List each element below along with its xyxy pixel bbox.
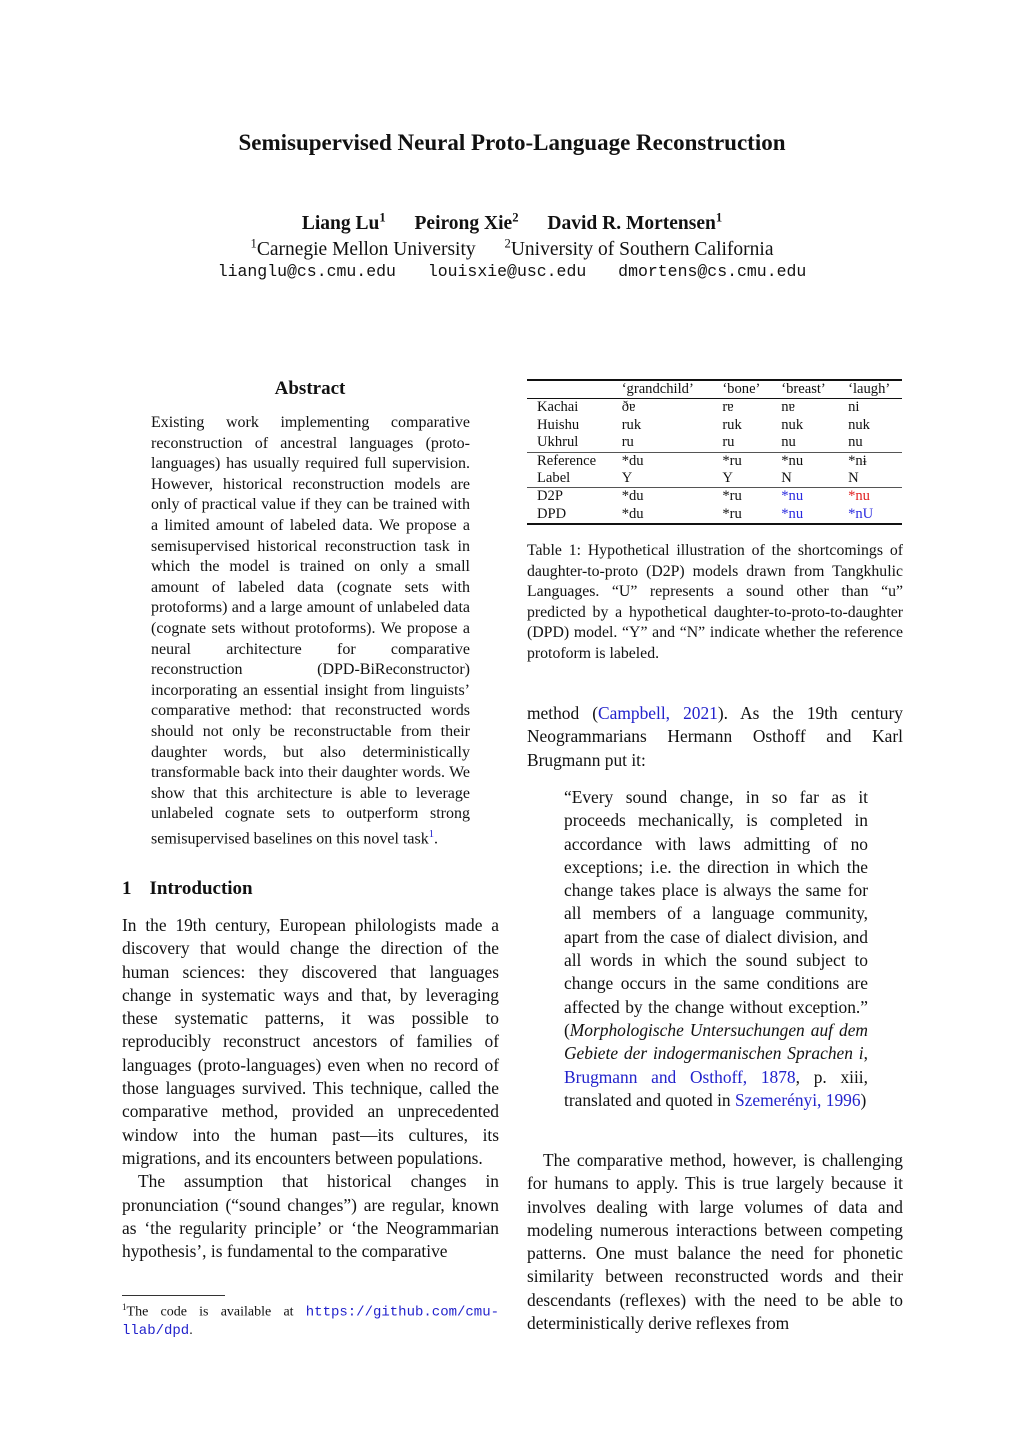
row-label: DPD: [537, 505, 567, 522]
right-paragraph: method (Campbell, 2021). As the 19th century Neogrammarians Hermann Osthoff and Karl Brugmann put it:: [527, 703, 903, 770]
table-header-row: [527, 380, 902, 399]
right-paragraph-2: The comparative method, however, is challenging for humans to apply. This is true largely because it involves dealing with large volumes of data and modeling numerous interactions between competing patterns. One must balance the need for phonetic similarity between reconstructed words and their descendants (reflexes) with the need to be able to deterministically derive reflexes from: [527, 1150, 903, 1334]
table-cell: N: [781, 470, 792, 487]
affiliation: $^2$University of Southern California: [504, 236, 774, 260]
citation-link[interactable]: Brugmann and Osthoff, 1878: [564, 1066, 796, 1087]
table-row: [527, 452, 902, 470]
row-label: Ukhrul: [537, 434, 579, 451]
table-row: [527, 399, 902, 417]
table-cell: ru: [621, 434, 634, 451]
row-label: Label: [537, 470, 571, 487]
affiliation: $^1$Carnegie Mellon University: [250, 236, 476, 260]
citation-link[interactable]: Szemerényi, 1996: [734, 1089, 861, 1110]
column-header: ‘breast’: [781, 381, 826, 397]
footnote-mark[interactable]: 1: [428, 828, 434, 840]
email[interactable]: dmortens@cs.cmu.edu: [618, 262, 807, 281]
author: Liang Lu$^1$: [301, 210, 386, 234]
row-label: Reference: [527, 452, 612, 470]
table-cell: *du: [612, 488, 713, 506]
table-cell: *ru: [712, 452, 771, 470]
table-cell: *nu: [771, 488, 838, 506]
table-cell: *nu: [838, 488, 902, 506]
table-cell: N: [848, 470, 859, 487]
table-cell: nuk: [848, 416, 870, 433]
column-header: [527, 380, 612, 399]
table-row: [527, 470, 902, 488]
abstract-heading: Abstract: [274, 378, 346, 399]
table-cell: rɐ: [722, 399, 734, 416]
table-cell: *nɨ: [838, 452, 902, 470]
table-cell: Y: [722, 470, 733, 487]
author: Peirong Xie$^2$: [414, 210, 519, 234]
intro-text: [122, 914, 499, 1263]
footnote: $^1$The code is available at https://github.com/cmu-llab/dpd.: [122, 1302, 499, 1339]
table-row: [527, 506, 902, 524]
author: David R. Mortensen$^1$: [547, 210, 723, 234]
table-cell: *du: [621, 505, 644, 522]
row-label: Kachai: [537, 399, 579, 416]
emails: [0, 262, 1024, 281]
affiliations: [0, 236, 1024, 261]
table-cell: ruk: [621, 416, 642, 433]
table-cell: ðɐ: [621, 399, 636, 416]
row-label: Huishu: [537, 416, 580, 433]
email[interactable]: lianglu@cs.cmu.edu: [217, 262, 396, 281]
table-cell: ru: [722, 434, 735, 451]
table-cell: *ru: [712, 488, 771, 506]
table-cell: nuk: [781, 416, 804, 433]
section-heading: 1 Introduction: [122, 878, 253, 899]
column-header: ‘grandchild’: [621, 381, 694, 397]
table-cell: nɐ: [781, 399, 795, 416]
table-cell: nu: [848, 434, 863, 451]
table-cell: ruk: [722, 416, 742, 433]
table-1: [527, 379, 902, 525]
table-cell: *du: [612, 452, 713, 470]
authors: [0, 210, 1024, 235]
column-header: ‘bone’: [722, 381, 761, 397]
row-label: D2P: [527, 488, 612, 506]
table-cell: *ru: [722, 505, 742, 522]
table-cell: *nu: [771, 452, 838, 470]
table-cell: *nU: [848, 505, 874, 522]
table-caption: Table 1: Hypothetical illustration of the shortcomings of daughter-to-proto (D2P) models drawn from Tangkhulic Languages. “U” represents a sound other than “u” predicted by a hypothetical daughter-to-proto-to-daughter (DPD) model. “Y” and “N” indicate whether the reference protoform is labeled.: [527, 542, 903, 662]
table-row: [527, 488, 902, 506]
table-cell: nu: [781, 434, 796, 451]
paragraph: In the 19th century, European philologists made a discovery that would change the direction of the human sciences: they discovered that languages change in systematic ways and that, by leveraging these systematic patterns, it was possible to reproducibly reconstruct ancestors of families of languages (proto-languages) even when no record of those languages survived. This technique, called the comparative method, provided an unprecedented window into the human past—its cultures, its migrations, and its encounters between populations.: [122, 915, 499, 1168]
column-header: ‘laugh’: [848, 381, 891, 397]
citation-link[interactable]: Campbell, 2021: [598, 703, 718, 723]
table-row: [527, 417, 902, 434]
footnote-rule: [122, 1295, 225, 1296]
table-cell: Y: [621, 470, 633, 487]
table-cell: *nu: [781, 505, 804, 522]
paper-title: Semisupervised Neural Proto-Language Reconstruction: [238, 130, 786, 155]
quotation: “Every sound change, in so far as it proceeds mechanically, is completed in accordance with laws admitting of no exceptions; i.e. the direction in which the change takes place is always the same for all members of a language community, apart from the case of dialect division, and all words in which the sound subject to change occurs in the same conditions are affected by the change without exception.” (Morphologische Untersuchungen auf dem Gebiete der indogermanischen Sprachen i, Brugmann and Osthoff, 1878, p. xiii, translated and quoted in Szemerényi, 1996): [564, 787, 868, 1110]
paragraph: The assumption that historical changes in pronunciation (“sound changes”) are regular, known as ‘the regularity principle’ or ‘the Neogrammarian hypothesis’, is fundamental to the comparative: [122, 1171, 499, 1262]
code-link[interactable]: https://github.com/cmu-llab/dpd: [122, 1304, 499, 1339]
email[interactable]: louisxie@usc.edu: [427, 262, 587, 281]
abstract-text: Existing work implementing comparative reconstruction of ancestral languages (proto-languages) has usually required full supervision. However, historical reconstruction models are only of practical value if they can be trained with a limited amount of labeled data. We propose a semisupervised historical reconstruction task in which the model is trained on only a small amount of labeled data (cognate sets with protoforms) and a large amount of unlabeled data (cognate sets without protoforms). We propose a neural architecture for comparative reconstruction (DPD-BiReconstructor) incorporating an essential insight from linguists’ comparative method: that reconstructed words should not only be reconstructable from their daughter words, but also deterministically transformable back into their daughter words. We show that this architecture is able to leverage unlabeled cognate sets to outperform strong semisupervised baselines on this novel task$^1$.: [151, 414, 470, 848]
table-row: [527, 434, 902, 452]
table-cell: ni: [848, 399, 860, 416]
